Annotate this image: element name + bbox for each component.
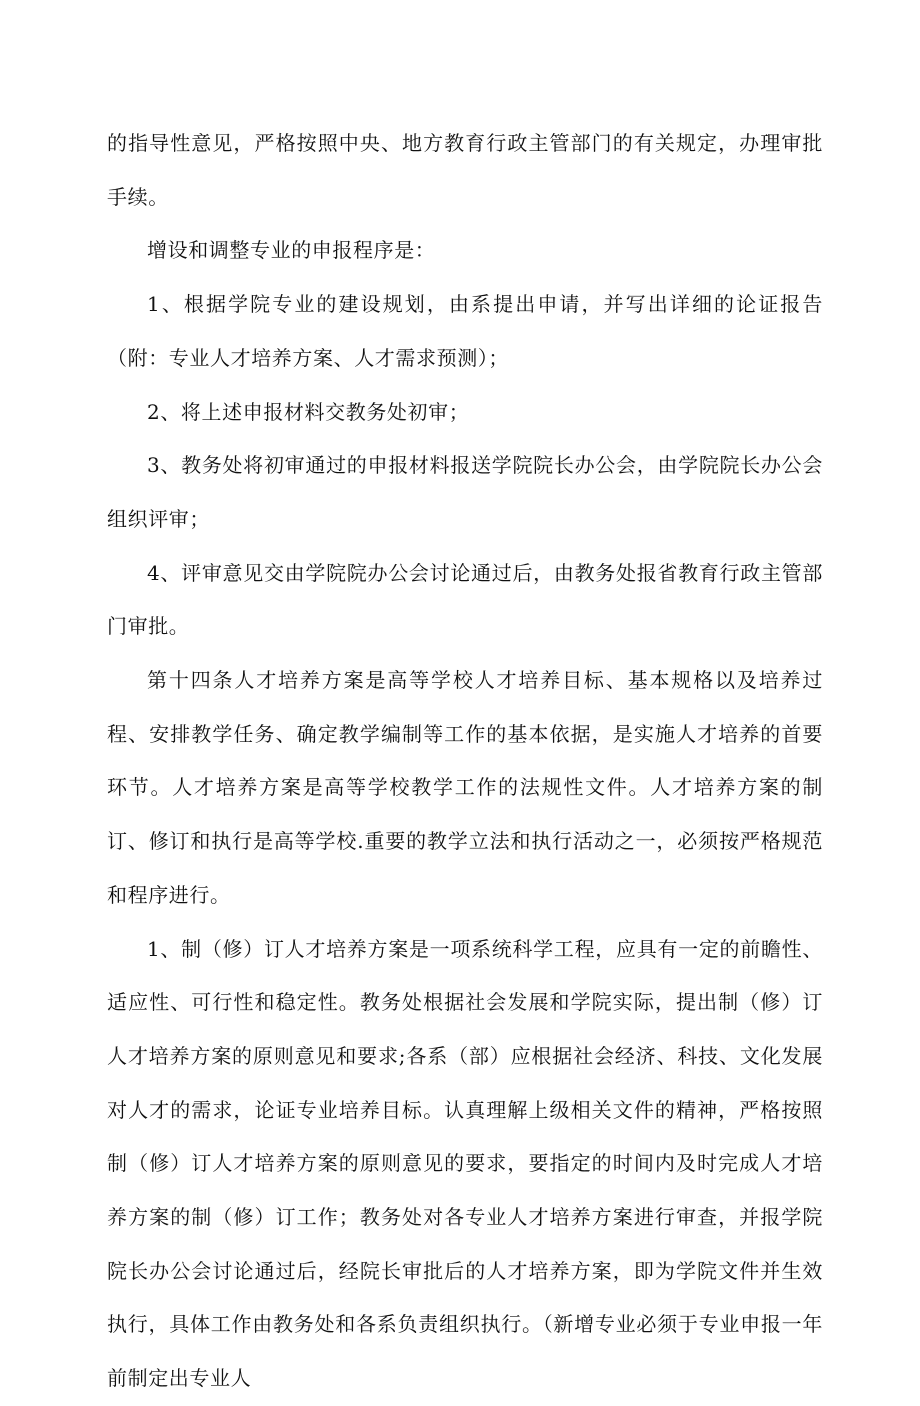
paragraph-procedure-step-4: 4、评审意见交由学院院办公会讨论通过后，由教务处报省教育行政主管部门审批。 [107, 560, 823, 639]
paragraph-procedure-step-3: 3、教务处将初审通过的申报材料报送学院院长办公会，由学院院长办公会组织评审； [107, 453, 823, 531]
paragraph-article-14-item-1: 1、制（修）订人才培养方案是一项系统科学工程，应具有一定的前瞻性、适应性、可行性和稳定性。教务处根据社会发展和学院实际，提出制（修）订人才培养方案的原则意见和要求;各系（部）应根据社会经济、科技、文化发展对人才的需求，论证专业培养目标。认真理解上级相关文件的精神，严格按照制（修）订人才培养方案的原则意见的要求，要指定的时间内及时完成人才培养方案的制（修）订工作；教务处对各专业人才培养方案进行审查，并报学院院长办公会讨论通过后，经院长审批后的人才培养方案，即为学院文件并生效执行，具体工作由教务处和各系负责组织执行。（新增专业必须于专业申报一年前制定出专业人 [107, 936, 823, 1391]
paragraph-procedure-step-2: 2、将上述申报材料交教务处初审； [147, 399, 470, 424]
paragraph-approval-continuation: 的指导性意见，严格按照中央、地方教育行政主管部门的有关规定，办理审批手续。 [107, 131, 823, 209]
paragraph-procedure-heading: 增设和调整专业的申报程序是： [147, 238, 436, 263]
document-body [107, 117, 823, 1406]
paragraph-procedure-step-1: 1、根据学院专业的建设规划，由系提出申请，并写出详细的论证报告（附：专业人才培养方案、人才需求预测）； [107, 292, 823, 370]
paragraph-article-14: 第十四条人才培养方案是高等学校人才培养目标、基本规格以及培养过程、安排教学任务、确定教学编制等工作的基本依据，是实施人才培养的首要环节。人才培养方案是高等学校教学工作的法规性文件。人才培养方案的制订、修订和执行是高等学校.重要的教学立法和执行活动之一，必须按严格规范和程序进行。 [107, 668, 823, 907]
